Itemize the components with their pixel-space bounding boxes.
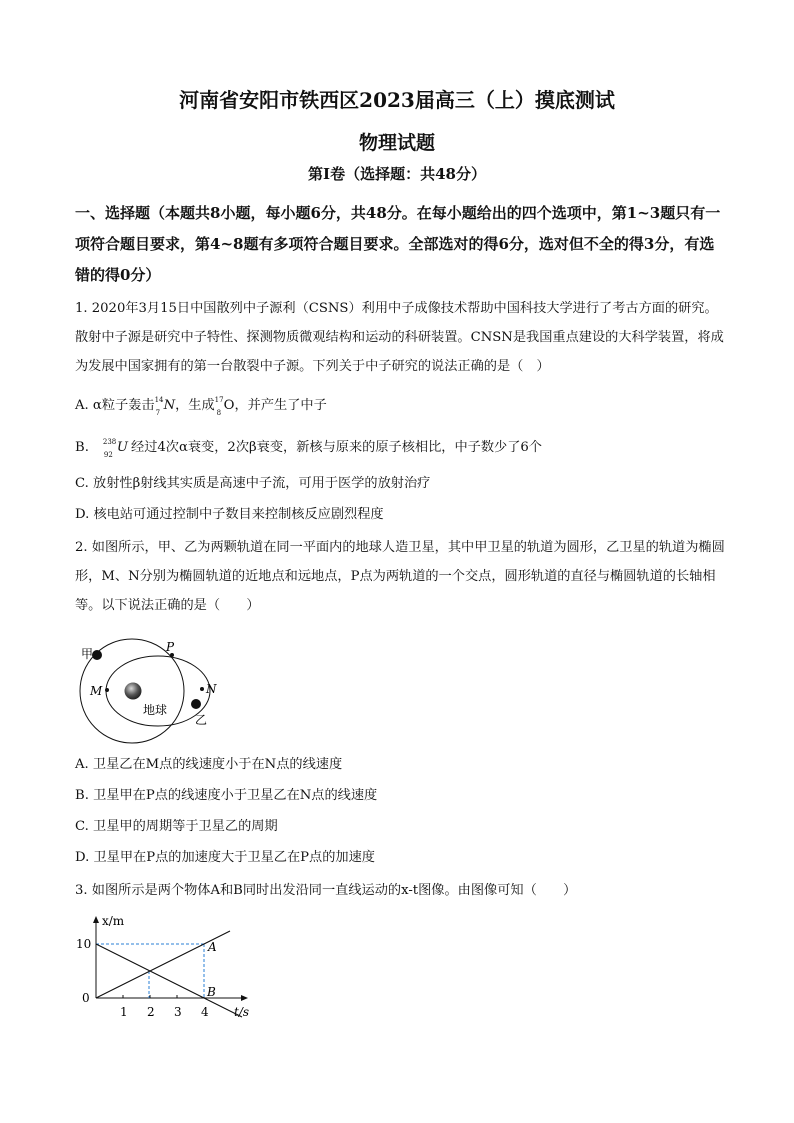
q2-stem: 2. 如图所示，甲、乙为两颗轨道在同一平面内的地球人造卫星，其中甲卫星的轨道为圆形，乙卫星的轨道为椭圆形，M、N分别为椭圆轨道的近地点和远地点，P点为两轨道的一个交点，圆形轨道的直径与椭圆轨道的长轴相等。以下说法正确的是（ ） xyxy=(75,540,725,613)
nuclide-o17 xyxy=(215,396,235,416)
label-earth: 地球 xyxy=(143,703,168,717)
point-n-dot xyxy=(200,687,204,691)
q2-option-b: B. 卫星甲在P点的线速度小于卫星乙在N点的线速度 xyxy=(75,788,378,803)
label-m: M xyxy=(90,684,103,698)
nuclide-mass: 14 xyxy=(154,396,164,404)
x-tick-label: 1 xyxy=(120,1005,128,1019)
x-tick-label: 3 xyxy=(174,1005,182,1019)
y-axis-label: x/m xyxy=(102,914,125,928)
nuclide-symbol: N xyxy=(163,398,176,413)
satellite-jia-icon xyxy=(92,650,102,660)
q2-option-d: D. 卫星甲在P点的加速度大于卫星乙在P点的加速度 xyxy=(75,850,375,865)
orbit-figure xyxy=(75,636,235,746)
nuclide-atomic-number: 7 xyxy=(155,409,161,417)
label-yi: 乙 xyxy=(195,713,208,727)
xt-graph xyxy=(75,912,265,1022)
q3-stem: 3. 如图所示是两个物体A和B同时出发沿同一直线运动的x-t图像。由图像可知（ ） xyxy=(75,883,577,898)
label-p: P xyxy=(166,640,175,654)
line-b xyxy=(96,944,242,1017)
x-ticks xyxy=(120,995,209,1019)
nuclide-symbol: O xyxy=(223,398,235,413)
nuclide-mass: 238 xyxy=(102,438,117,446)
q1-option-a-mid: ，生成 xyxy=(175,398,215,413)
q1-option-b-post: 经过4次α衰变，2次β衰变，新核与原来的原子核相比，中子数少了6个 xyxy=(131,440,542,455)
nuclide-mass: 17 xyxy=(214,396,224,404)
nuclide-n14 xyxy=(155,396,176,416)
nuclide-symbol: U xyxy=(116,440,129,455)
origin-label: 0 xyxy=(82,991,90,1005)
label-jia: 甲 xyxy=(81,647,94,661)
y-tick-10: 10 xyxy=(76,937,92,951)
q1-option-a-post: ，并产生了中子 xyxy=(234,398,327,413)
q2-option-a: A. 卫星乙在M点的线速度小于在N点的线速度 xyxy=(75,757,343,772)
x-tick-label: 2 xyxy=(147,1005,155,1019)
earth-icon xyxy=(125,683,142,700)
x-axis-label: t/s xyxy=(234,1005,250,1019)
nuclide-u238 xyxy=(103,438,131,458)
label-n: N xyxy=(206,682,217,696)
q1-option-b xyxy=(75,438,725,458)
q2-option-c: C. 卫星甲的周期等于卫星乙的周期 xyxy=(75,819,278,834)
label-a: A xyxy=(208,940,217,954)
q1-option-d: D. 核电站可通过控制中子数目来控制核反应剧烈程度 xyxy=(75,507,384,522)
q1-option-a-pre: A. α粒子轰击 xyxy=(75,398,155,413)
volume-title: 第I卷（选择题：共48分） xyxy=(308,165,486,183)
satellite-yi-icon xyxy=(191,699,201,709)
section-heading: 一、选择题（本题共8小题，每小题6分，共48分。在每小题给出的四个选项中，第1~3题只有一项符合题目要求，第4~8题有多项符合题目要求。全部选对的得6分，选对但不全的得3分，有选错的得0分） xyxy=(75,204,721,284)
q1-option-b-pre: B. xyxy=(75,440,89,455)
nuclide-atomic-number: 92 xyxy=(103,451,113,459)
q1-option-c: C. 放射性β射线其实质是高速中子流，可用于医学的放射治疗 xyxy=(75,476,431,491)
point-m-dot xyxy=(105,688,109,692)
nuclide-atomic-number: 8 xyxy=(216,409,222,417)
q1-stem: 1. 2020年3月15日中国散列中子源利（CSNS）利用中子成像技术帮助中国科技大学进行了考古方面的研究。散射中子源是研究中子特性、探测物质微观结构和运动的科研装置。CNSN是我国重点建设的大科学装置，将成为发展中国家拥有的第一台散裂中子源。下列关于中子研究的说法正确的是（ ） xyxy=(75,301,724,374)
subject-title: 物理试题 xyxy=(358,132,435,154)
x-tick-label: 4 xyxy=(201,1005,209,1019)
exam-title: 河南省安阳市铁西区2023届高三（上）摸底测试 xyxy=(179,88,615,112)
label-b: B xyxy=(207,985,216,999)
q1-option-a xyxy=(75,396,725,416)
